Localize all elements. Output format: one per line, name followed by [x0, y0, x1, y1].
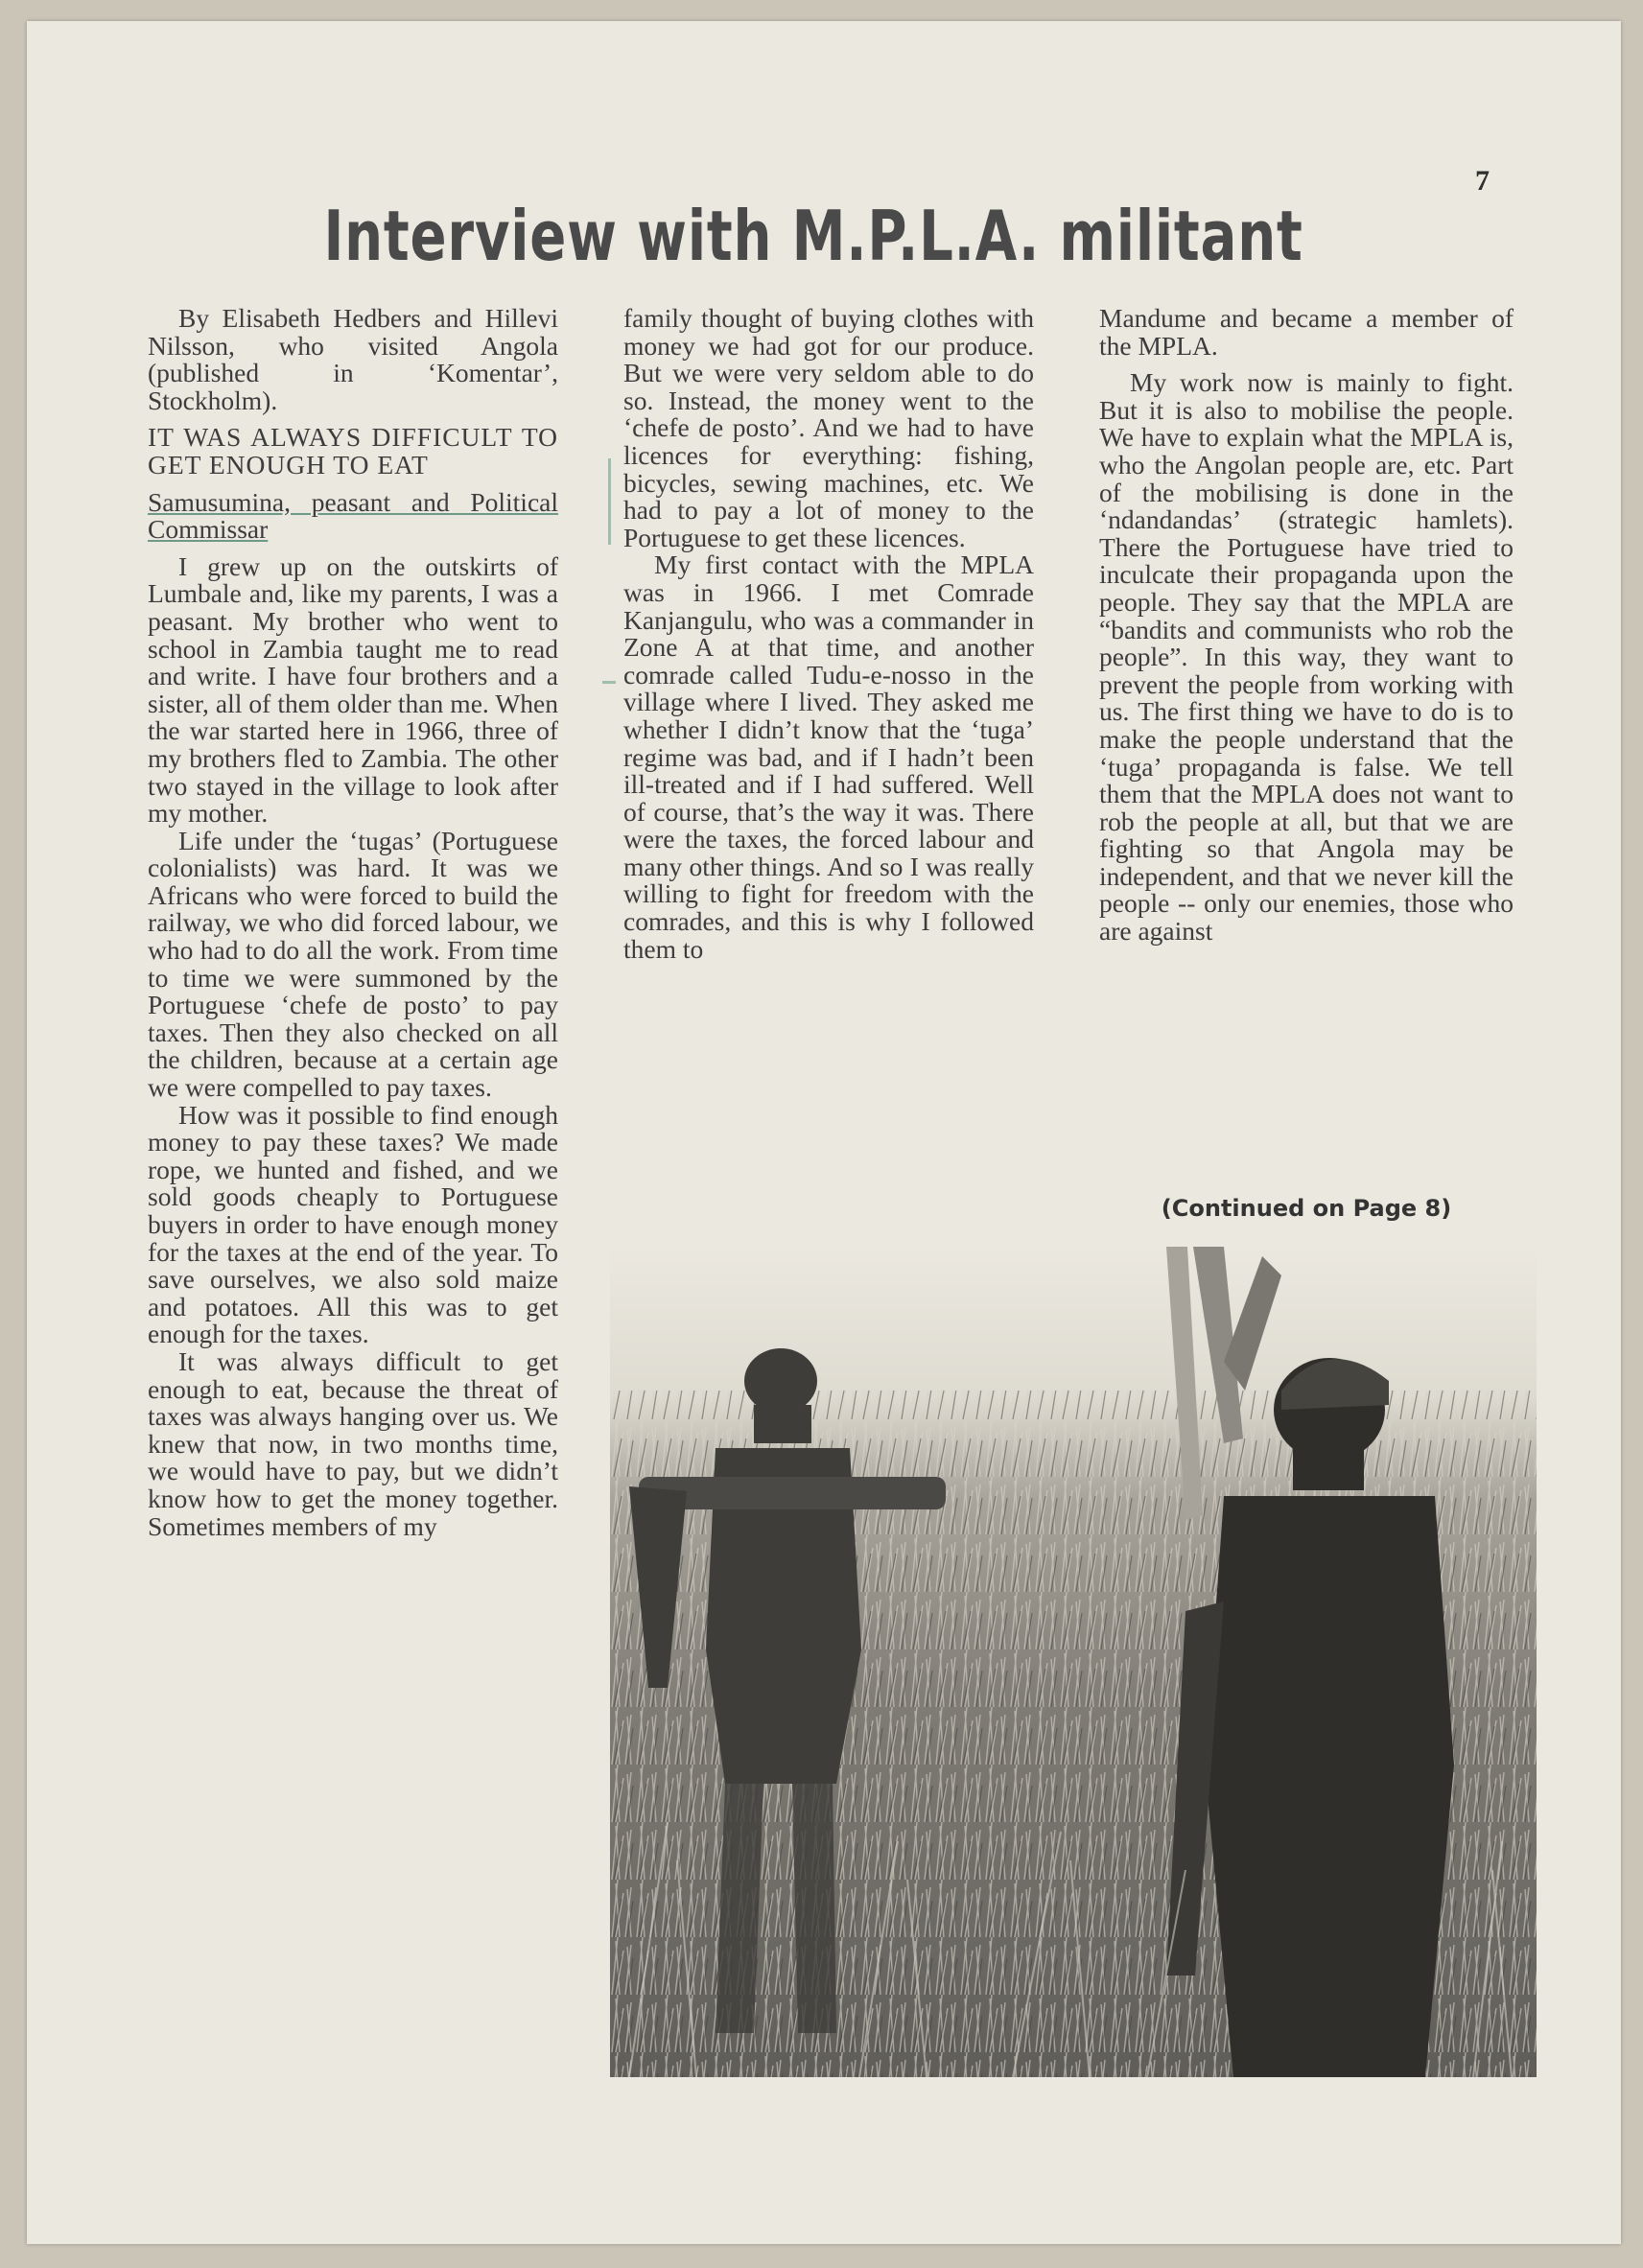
photo-fighters-in-grass: [610, 1247, 1537, 2077]
newsletter-page: [27, 21, 1621, 2244]
paragraph: family thought of buying clothes with money we had got for our produce. But we were very seldom able to do so. Instead, the money went to the ‘chefe de posto’. And we had to have licences for everything: fishing, bicycles, sewing machines, etc. We had to pay a lot of money to the Portuguese to get these licences.: [623, 303, 1034, 552]
photo-image: [610, 1247, 1537, 2077]
pen-mark: [608, 458, 611, 545]
page-number: 7: [1475, 165, 1490, 197]
article-headline: Interview with M.P.L.A. militant: [323, 196, 1303, 276]
paragraph: My first contact with the MPLA was in 1966. I met Comrade Kanjangulu, who was a commander in Zone A at that time, and another comrade called Tudu-e-nosso in the village where I lived. They asked me whether I didn’t know that the ‘tuga’ regime was bad, and if I hadn’t been ill-treated and if I had suffered. Well of course, that’s the way it was. There were the taxes, the forced labour and many other things. And so I was really willing to fight for freedom with the comrades, and this is why I followed them to: [623, 549, 1034, 964]
byline: By Elisabeth Hedbers and Hillevi Nilsson, who visited Angola (published in ‘Komentar’, Stockholm).: [148, 303, 558, 415]
paragraph: It was always difficult to get enough to eat, because the threat of taxes was always hanging over us. We knew that now, in two months time, we would have to pay, but we didn’t know how to get the money together. Sometimes members of my: [148, 1345, 558, 1541]
interviewee-caption: [148, 486, 558, 545]
paragraph: How was it possible to find enough money to pay these taxes? We made rope, we hunted and fished, and we sold goods cheaply to Portuguese buyers in order to have enough money for the taxes at the end of the year. To save ourselves, we also sold maize and potatoes. All this was to get enough for the taxes.: [148, 1099, 558, 1349]
section-heading: IT WAS ALWAYS DIFFICULT TO GET ENOUGH TO EAT: [148, 422, 558, 479]
paragraph: Mandume and became a member of the MPLA.: [1099, 303, 1514, 361]
paragraph: My work now is mainly to fight. But it is also to mobilise the people. We have to explain what the MPLA is, who the Angolan people are, etc. Part of the mobilising is done in the ‘ndandandas’ (strategic hamlets). There the Portuguese have tried to inculcate their propaganda upon the people. They say that the MPLA are “bandits and communists who rob the people”. In this way, they want to prevent the people from working with us. The first thing we have to do is to make the people understand that the ‘tuga’ propaganda is false. We tell them that the MPLA does not want to rob the people at all, but that we are fighting so that Angola may be independent, and that we never kill the people -- only our enemies, those who are against: [1099, 367, 1514, 947]
paragraph: I grew up on the outskirts of Lumbale and, like my parents, I was a peasant. My brother who went to school in Zambia taught me to read and write. I have four brothers and a sister, all of them older than me. When the war started here in 1966, three of my brothers fled to Zambia. The other two stayed in the village to look after my mother.: [148, 550, 558, 829]
article-column-1: [148, 305, 558, 1540]
paragraph: Life under the ‘tugas’ (Portuguese colonialists) was hard. It was we Africans who were forced to build the railway, we who did forced labour, we who had to do all the work. From time to time we were summoned by the Portuguese ‘chefe de posto’ to pay taxes. Then they also checked on all the children, because at a certain age we were compelled to pay taxes.: [148, 825, 558, 1103]
pen-mark: [602, 681, 616, 684]
article-column-2: [623, 305, 1034, 963]
continued-notice: (Continued on Page 8): [1161, 1195, 1452, 1222]
interviewee-caption-text: Samusumina, peasant and Political Commissar: [148, 486, 558, 545]
article-column-3: [1099, 305, 1514, 946]
